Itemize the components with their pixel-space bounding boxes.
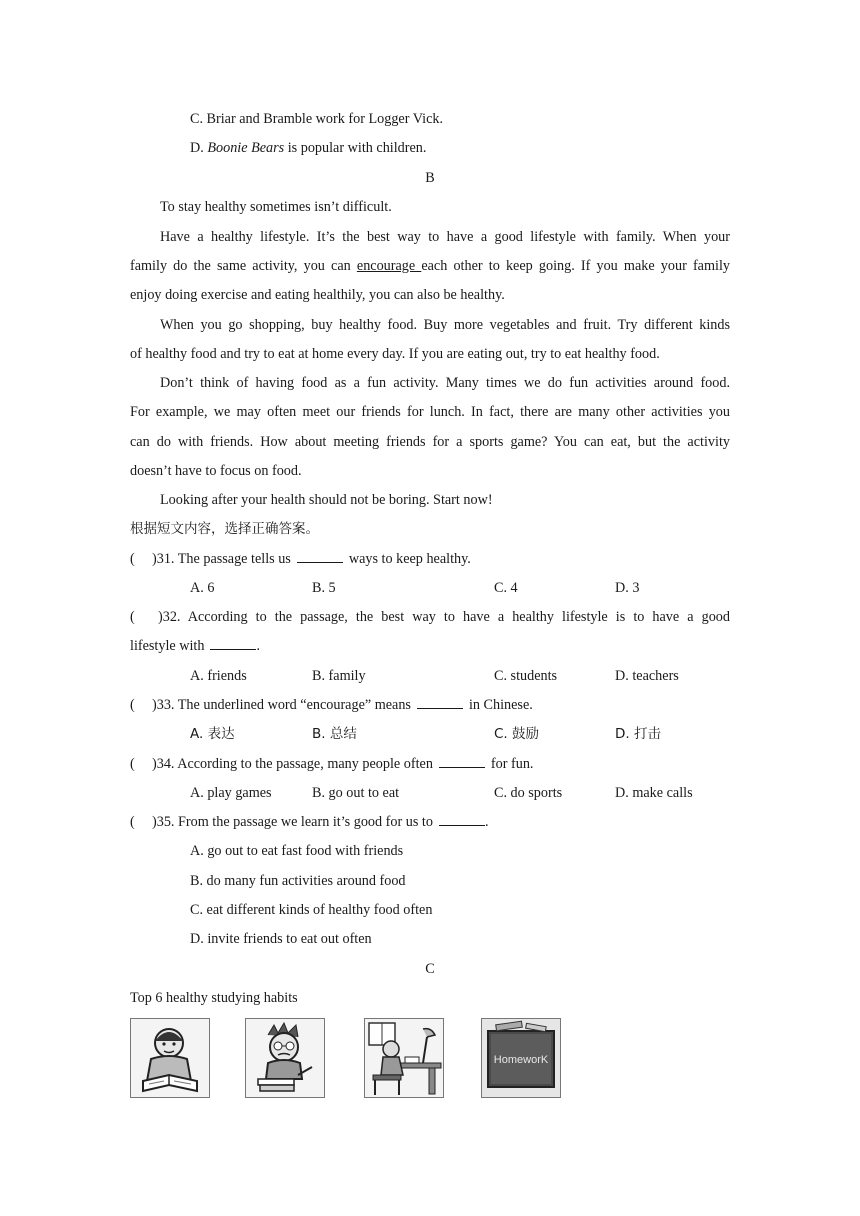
passage-p2-line1: Have a healthy lifestyle. It’s the best way to have a good lifestyle with family. When your — [160, 229, 730, 245]
studying-reading-image — [130, 1018, 210, 1098]
question-35: ( )35. From the passage we learn it’s good for us to . — [130, 814, 489, 830]
instruction: 根据短文内容，选择正确答案。 — [130, 521, 319, 537]
passage-p4-line3: can do with friends. How about meeting friends for a sports game? You can eat, but the activity — [130, 434, 730, 450]
answer-blank — [417, 696, 463, 709]
option-c-line: C. Briar and Bramble work for Logger Vick. — [190, 111, 444, 127]
q32-option-c: C. students — [494, 668, 558, 684]
section-c-title: Top 6 healthy studying habits — [130, 990, 298, 1006]
q34-option-b: B. go out to eat — [312, 785, 400, 801]
studying-thinking-image — [245, 1018, 325, 1098]
option-d-line — [190, 139, 426, 157]
q34-option-d: D. make calls — [615, 785, 693, 801]
answer-paren[interactable]: ( — [130, 697, 135, 713]
q31-option-b: B. 5 — [312, 580, 336, 596]
answer-paren[interactable]: ( — [130, 609, 135, 625]
q34-option-a: A. play games — [190, 785, 272, 801]
q31-option-d: D. 3 — [615, 580, 640, 596]
question-33: ( )33. The underlined word “encourage” means in Chinese. — [130, 697, 533, 713]
q32-option-b: B. family — [312, 668, 366, 684]
section-b-heading: B — [425, 170, 435, 186]
option-d-title: Boonie Bears — [207, 140, 285, 156]
q32-option-a: A. friends — [190, 668, 247, 684]
q32-option-d: D. teachers — [615, 668, 679, 684]
q33-option-b: B. 总结 — [312, 726, 357, 742]
question-31: ( )31. The passage tells us ways to keep healthy. — [130, 551, 471, 567]
passage-p4-line4: doesn’t have to focus on food. — [130, 463, 302, 479]
question-34: ( )34. According to the passage, many people often for fun. — [130, 756, 534, 772]
answer-paren[interactable]: ( — [130, 814, 135, 830]
underlined-word: encourage — [356, 258, 422, 274]
passage-p2-line2 — [130, 257, 730, 275]
q35-option-b: B. do many fun activities around food — [190, 873, 406, 889]
q35-option-d: D. invite friends to eat out often — [190, 931, 372, 947]
p2-text-a: family do the same activity, you can — [130, 258, 357, 274]
q31-option-a: A. 6 — [190, 580, 215, 596]
q33-option-a: A. 表达 — [190, 726, 235, 742]
passage-p4-line1: Don’t think of having food as a fun activity. Many times we do fun activities around food. — [160, 375, 730, 391]
homework-image — [481, 1018, 561, 1098]
passage-p3-line2: of healthy food and try to eat at home every day. If you are eating out, try to eat healthy food. — [130, 346, 660, 362]
passage-p5: Looking after your health should not be boring. Start now! — [160, 492, 493, 508]
q33-option-c: C. 鼓励 — [494, 726, 540, 742]
q35-option-c: C. eat different kinds of healthy food often — [190, 902, 433, 918]
passage-p2-line3: enjoy doing exercise and eating healthily, you can also be healthy. — [130, 287, 505, 303]
answer-blank — [210, 637, 256, 650]
answer-paren[interactable]: ( — [130, 756, 135, 772]
option-d-rest: is popular with children. — [284, 140, 427, 156]
q35-option-a: A. go out to eat fast food with friends — [190, 843, 404, 859]
answer-paren[interactable]: ( — [130, 551, 135, 567]
answer-blank — [439, 813, 485, 826]
question-32: ( )32. According to the passage, the best way to have a healthy lifestyle is to have a good — [130, 609, 730, 625]
option-d-prefix: D. — [190, 140, 208, 156]
studying-desk-image — [364, 1018, 444, 1098]
answer-blank — [297, 550, 343, 563]
passage-p3-line1: When you go shopping, buy healthy food. Buy more vegetables and fruit. Try different kinds — [160, 317, 730, 333]
q34-option-c: C. do sports — [494, 785, 563, 801]
q31-option-c: C. 4 — [494, 580, 518, 596]
p2-text-b: each other to keep going. If you make your family — [421, 258, 730, 274]
homework-label: HomeworK — [493, 1054, 549, 1066]
answer-blank — [439, 755, 485, 768]
section-c-heading: C — [425, 961, 435, 977]
passage-p4-line2: For example, we may often meet our friends for lunch. In fact, there are many other activities you — [130, 404, 730, 420]
passage-p1: To stay healthy sometimes isn’t difficult. — [160, 199, 392, 215]
q33-option-d: D. 打击 — [615, 726, 661, 742]
question-32-line2: lifestyle with . — [130, 638, 261, 654]
